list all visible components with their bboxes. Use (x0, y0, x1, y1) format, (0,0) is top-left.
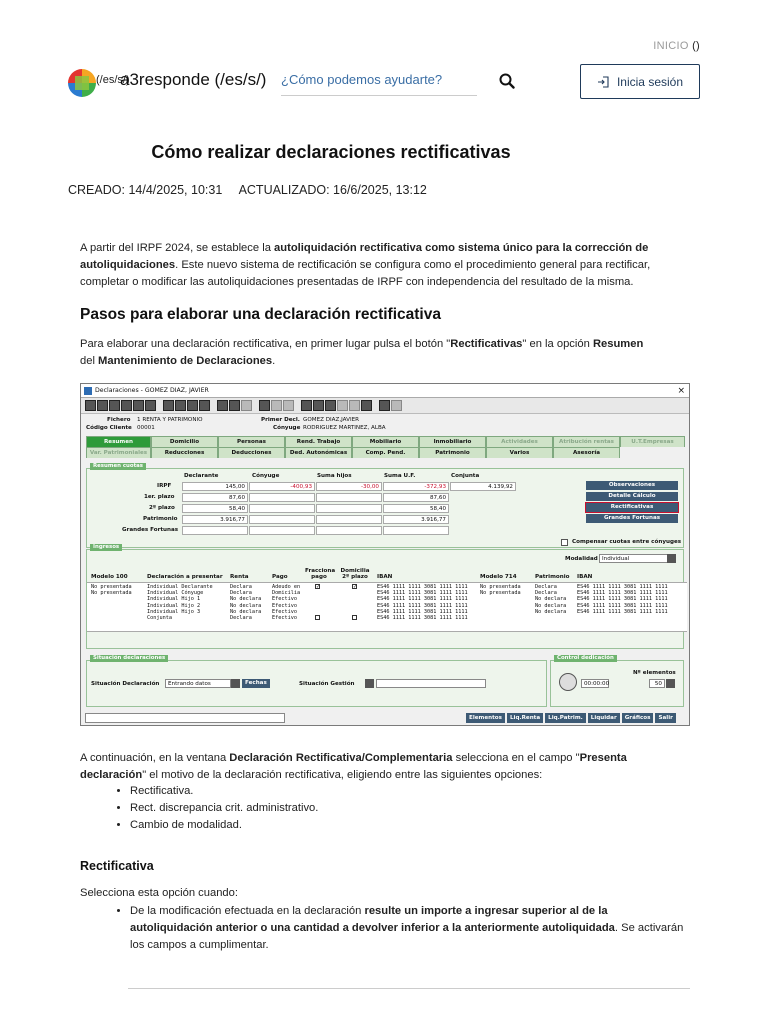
ingresos-cell: Individual Cónyuge (147, 590, 204, 597)
bullet-text-c: . Se activarán los campos a cumplimentar. (130, 922, 684, 951)
ing-col-modelo714: Modelo 714 (480, 574, 517, 580)
app-window-title: Declaraciones - GOMEZ DIAZ, JAVIER (95, 387, 209, 394)
ing-col-fracciona: Fracciona pago (305, 568, 336, 580)
ingresos-cell: Efectivo (272, 596, 297, 603)
ingresos-cell: ES46 1111 1111 3081 1111 1111 (577, 584, 668, 590)
tab-domicilio: Domicilio (151, 436, 218, 447)
ing-col-iban-2: IBAN (577, 574, 593, 580)
control-dedicacion-pane (550, 655, 684, 707)
row-label-grandes-fortunas: Grandes Fortunas (122, 527, 179, 533)
login-button[interactable] (580, 64, 700, 99)
cont-text-d: Presenta declaración (80, 752, 627, 781)
ing-col-domicilia: Domicilia 2º plazo (340, 568, 370, 580)
toolbar-icon (163, 400, 174, 411)
close-icon: × (677, 385, 685, 396)
chevron-down-icon (231, 679, 240, 688)
tab-ded-autonomicas: Ded. Autonómicas (285, 447, 352, 458)
rectificativa-heading: Rectificativa (80, 859, 154, 873)
list-item (130, 903, 690, 954)
tab-inmobiliario: Inmobiliario (419, 436, 486, 447)
salir-button: Salir (655, 713, 675, 723)
intro-paragraph (80, 240, 680, 291)
cell-patrimonio-uf: 3.916,77 (383, 515, 449, 524)
steps-text-g: . (272, 355, 276, 367)
control-dedicacion-label: Control dedicación (554, 655, 617, 662)
toolbar-icon (241, 400, 252, 411)
toolbar-icon (361, 400, 372, 411)
ing-col-renta: Renta (230, 574, 249, 580)
toolbar-icon (97, 400, 108, 411)
compensar-label: Compensar cuotas entre cónyuges (572, 539, 682, 545)
app-bottom-bar (81, 713, 689, 723)
codigo-value: 00001 (137, 425, 155, 431)
cont-text-c: selecciona en el campo " (452, 752, 580, 764)
ingresos-cell: Efectivo (272, 615, 297, 621)
ingresos-cell: Individual Hijo 1 (147, 596, 201, 603)
ingresos-pane (86, 544, 684, 649)
ingresos-cell: Conjunta (147, 615, 172, 621)
inicio-link[interactable]: INICIO (653, 40, 689, 52)
liq-renta-button: Liq.Renta (507, 713, 543, 723)
ingresos-cell: Efectivo (272, 602, 297, 609)
situacion-decl-select: Entrando datos (165, 679, 231, 688)
col-suma-uf: Suma U.F. (384, 473, 416, 479)
list-item: • Rect. discrepancia crit. administrativo. (130, 800, 318, 817)
ingresos-cell: ES46 1111 1111 3081 1111 1111 (377, 615, 468, 621)
toolbar-icon (283, 400, 294, 411)
tab-rend-trabajo: Rend. Trabajo (285, 436, 352, 447)
ingresos-cell: No presentada (480, 584, 521, 590)
app-titlebar (81, 384, 689, 398)
app-window-icon (84, 387, 92, 395)
conyuge-label: Cónyuge (273, 425, 301, 431)
col-conyuge: Cónyuge (252, 473, 280, 479)
inicio-suffix: () (692, 40, 700, 52)
tabs-row-2 (81, 447, 689, 458)
intro-text-c: . Este nuevo sistema de rectificación se configura como el procedimiento general para rectificar, completar o modificar las autoliquidaciones presentadas de IRPF con independencia del resultado de la misma. (80, 259, 651, 288)
search-input[interactable] (281, 68, 477, 96)
rectificativa-intro: Selecciona esta opción cuando: (80, 887, 238, 899)
steps-paragraph (80, 336, 680, 370)
toolbar-icon (145, 400, 156, 411)
fichero-label: Fichero (107, 417, 131, 423)
cell-irpf-conjunta: 4.139,92 (450, 482, 516, 491)
ingresos-cell: Declara (230, 584, 252, 590)
steps-text-c: " en la opción (522, 338, 593, 350)
col-conjunta: Conjunta (451, 473, 480, 479)
app-toolbar (81, 398, 689, 414)
tab-var-patrimoniales: Var. Patrimoniales (86, 447, 151, 458)
toolbar-icon (325, 400, 336, 411)
intro-text-a: A partir del IRPF 2024, se establece la (80, 242, 275, 254)
ing-col-modelo100: Modelo 100 (91, 574, 128, 580)
cell-irpf-uf: -372,93 (383, 482, 449, 491)
ingresos-cell: Individual Declarante (147, 584, 213, 590)
ingresos-cell: ES46 1111 1111 3081 1111 1111 (577, 608, 668, 615)
cell-2-declarante: 58,40 (182, 504, 248, 513)
ingresos-cell: Individual Hijo 2 (147, 602, 201, 609)
ingresos-cell: Declara (230, 590, 252, 597)
cell-2-uf: 58,40 (383, 504, 449, 513)
cell-2-conyuge (249, 504, 315, 513)
tab-varios: Varios (486, 447, 553, 458)
ingresos-cell: Individual Hijo 3 (147, 608, 201, 615)
ingresos-cell: Domicilia (272, 590, 301, 597)
rectificativas-button: Rectificativas (586, 503, 678, 512)
ingresos-cell: ES46 1111 1111 3081 1111 1111 (377, 602, 468, 609)
row-label-patrimonio: Patrimonio (143, 516, 178, 522)
tabs-row-1 (81, 436, 689, 447)
ing-col-pago: Pago (272, 574, 288, 580)
cell-1er-conyuge (249, 493, 315, 502)
toolbar-icon (349, 400, 360, 411)
cont-text-a: A continuación, en la ventana (80, 752, 230, 764)
chevron-down-icon (365, 679, 374, 688)
ingresos-table (87, 582, 687, 632)
toolbar-icon (301, 400, 312, 411)
page-title: Cómo realizar declaraciones rectificativas (151, 142, 511, 162)
cell-1er-hijos (316, 493, 382, 502)
ingresos-cell: No presentada (480, 590, 521, 597)
checkbox-icon (352, 615, 357, 620)
ingresos-cell: No presentada (91, 584, 132, 590)
ingresos-cell: No declara (230, 602, 262, 609)
situacion-gestion-field (376, 679, 486, 688)
ingresos-cell: No declara (535, 608, 567, 615)
tab-reducciones: Reducciones (151, 447, 218, 458)
cell-gf-conyuge (249, 526, 315, 535)
ingresos-cell: Declara (535, 584, 557, 590)
cell-1er-uf: 87,60 (383, 493, 449, 502)
toolbar-icon (133, 400, 144, 411)
search-button[interactable] (498, 73, 516, 91)
toolbar-icon (217, 400, 228, 411)
graficos-button: Gráficos (622, 713, 654, 723)
ingresos-cell: ES46 1111 1111 3081 1111 1111 (377, 590, 468, 597)
top-nav (653, 40, 700, 52)
toolbar-icon (109, 400, 120, 411)
steps-text-f: Mantenimiento de Declaraciones (98, 355, 273, 367)
cell-gf-hijos (316, 526, 382, 535)
cell-patrimonio-declarante: 3.916,77 (182, 515, 248, 524)
ingresos-label: Ingresos (90, 544, 122, 551)
login-label: Inicia sesión (616, 74, 684, 89)
tab-personas: Personas (218, 436, 285, 447)
intro-text-bold: autoliquidación rectificativa como sistema único para la corrección de autoliquidaciones (80, 242, 649, 271)
ingresos-cell: ES46 1111 1111 3081 1111 1111 (377, 596, 468, 603)
declaraciones-screenshot (80, 383, 690, 726)
detalle-calculo-button: Detalle Cálculo (586, 492, 678, 501)
app-header-fields (81, 414, 689, 436)
divider (128, 988, 690, 989)
toolbar-icon (187, 400, 198, 411)
tab-atribucion-rentas: Atribución rentas (553, 436, 620, 447)
cell-patrimonio-hijos (316, 515, 382, 524)
checkbox-icon: ✓ (353, 584, 358, 590)
col-suma-hijos: Suma hijos (317, 473, 352, 479)
checkbox-icon (315, 615, 320, 620)
toolbar-icon (379, 400, 390, 411)
ingresos-cell: No declara (535, 602, 567, 609)
n-elementos-label: Nº elementos (633, 670, 676, 676)
cell-irpf-hijos: -30,00 (316, 482, 382, 491)
continuation-paragraph (80, 750, 680, 784)
ingresos-cell: No declara (535, 596, 567, 603)
cell-gf-declarante (182, 526, 248, 535)
modalidad-label: Modalidad (565, 556, 598, 562)
conyuge-value: RODRIGUEZ MARTINEZ, ALBA (303, 425, 386, 431)
liquidar-button: Liquidar (588, 713, 620, 723)
toolbar-icon (199, 400, 210, 411)
toolbar-icon (391, 400, 402, 411)
ingresos-cell: Declara (535, 590, 557, 597)
steps-text-d: Resumen (592, 338, 644, 350)
situacion-gestion-label: Situación Gestión (299, 681, 355, 687)
created-label: CREADO: (68, 183, 125, 197)
ing-col-declaracion: Declaración a presentar (147, 574, 223, 580)
cell-patrimonio-conyuge (249, 515, 315, 524)
observaciones-button: Observaciones (586, 481, 678, 490)
situacion-pane (86, 655, 547, 707)
chevron-down-icon (667, 554, 676, 563)
cont-text-e: " el motivo de la declaración rectificativa, eligiendo entre las siguientes opciones: (142, 769, 543, 781)
created-value: 14/4/2025, 10:31 (128, 183, 223, 197)
toolbar-icon (121, 400, 132, 411)
brand-name[interactable]: a3responde (/es/s/) (120, 70, 267, 89)
ingresos-cell: Adeudo en (272, 584, 301, 590)
compensar-checkbox (561, 539, 568, 546)
ingresos-cell: No declara (230, 608, 262, 615)
ingresos-cell: ES46 1111 1111 3081 1111 1111 (377, 608, 468, 615)
row-label-irpf: IRPF (157, 483, 172, 489)
grandes-fortunas-button: Grandes Fortunas (586, 514, 678, 523)
fechas-button: Fechas (242, 679, 270, 688)
steps-text-e: del (80, 355, 99, 367)
cell-irpf-declarante: 145,00 (182, 482, 248, 491)
tab-mobiliario: Mobiliario (352, 436, 419, 447)
ingresos-cell: ES46 1111 1111 3081 1111 1111 (377, 584, 468, 590)
modalidad-select: Individual (599, 554, 674, 563)
brand-logo-icon[interactable] (68, 69, 96, 97)
toolbar-icon (85, 400, 96, 411)
fichero-value: 1 RENTA Y PATRIMONIO (137, 417, 203, 423)
ingresos-cell: Declara (230, 615, 252, 621)
ingresos-cell: ES46 1111 1111 3081 1111 1111 (577, 590, 668, 597)
steps-heading: Pasos para elaborar una declaración rectificativa (80, 306, 441, 323)
steps-text-a: Para elaborar una declaración rectificativa, en primer lugar pulsa el botón " (80, 338, 451, 350)
ingresos-cell: No declara (230, 596, 262, 603)
updated-label: ACTUALIZADO: (238, 183, 330, 197)
toolbar-icon (229, 400, 240, 411)
liq-patrim-button: Liq.Patrim. (545, 713, 586, 723)
situacion-label: Situación declaraciones (90, 655, 168, 662)
ingresos-cell: ES46 1111 1111 3081 1111 1111 (577, 596, 668, 603)
chevron-right-icon (666, 679, 675, 688)
options-list (130, 783, 318, 834)
checkbox-icon: ✓ (316, 584, 321, 590)
col-declarante: Declarante (184, 473, 219, 479)
ing-col-iban: IBAN (377, 574, 393, 580)
ing-col-patrimonio: Patrimonio (535, 574, 570, 580)
situacion-decl-label: Situación Declaración (91, 681, 160, 687)
tab-deducciones: Deducciones (218, 447, 285, 458)
article-dates (68, 183, 427, 197)
login-icon (597, 76, 609, 88)
elementos-button: Elementos (466, 713, 505, 723)
codigo-label: Código Cliente (86, 425, 132, 431)
toolbar-icon (313, 400, 324, 411)
tab-resumen: Resumen (86, 436, 151, 447)
cell-irpf-conyuge: -400,93 (249, 482, 315, 491)
toolbar-icon (259, 400, 270, 411)
search-icon (499, 73, 515, 89)
cont-text-b: Declaración Rectificativa/Complementaria (229, 752, 453, 764)
clock-icon (559, 673, 577, 691)
bullet-text-b: resulte un importe a ingresar superior al de la autoliquidación anterior o una cantidad a devolver inferior a la anteriormente autoliquidada (130, 905, 615, 934)
n-elementos-value: 50 (649, 679, 665, 688)
site-header (68, 64, 700, 100)
primer-label: Primer Decl. (261, 417, 300, 423)
tab-asesoria: Asesoría (553, 447, 620, 458)
tab-ut-empresas: U.T.Empresas (620, 436, 685, 447)
list-item: • Rectificativa. (130, 783, 318, 800)
cell-gf-uf (383, 526, 449, 535)
row-label-2-plazo: 2º plazo (149, 505, 175, 511)
tab-comp-pend: Comp. Pend. (352, 447, 419, 458)
updated-value: 16/6/2025, 13:12 (333, 183, 427, 197)
tab-actividades: Actividades (486, 436, 553, 447)
ingresos-cell: Efectivo (272, 608, 297, 615)
tab-patrimonio: Patrimonio (419, 447, 486, 458)
ingresos-cell: ES46 1111 1111 3081 1111 1111 (577, 602, 668, 609)
resumen-cuotas-label: Resumen cuotas (90, 463, 146, 470)
bullet-text-a: De la modificación efectuada en la declaración (130, 905, 365, 917)
list-item: • Cambio de modalidad. (130, 817, 318, 834)
toolbar-icon (175, 400, 186, 411)
ingresos-cell: No presentada (91, 590, 132, 597)
toolbar-icon (337, 400, 348, 411)
rectificativa-list (130, 903, 690, 954)
timer-value: 00:00:00 (581, 679, 609, 688)
cell-2-hijos (316, 504, 382, 513)
logo-alt-text: (/es/s/) (96, 74, 130, 86)
toolbar-icon (271, 400, 282, 411)
row-label-1er-plazo: 1er. plazo (144, 494, 175, 500)
steps-text-b: Rectificativas (450, 338, 523, 350)
primer-value: GOMEZ DIAZ,JAVIER (303, 417, 360, 423)
cell-1er-declarante: 87,60 (182, 493, 248, 502)
